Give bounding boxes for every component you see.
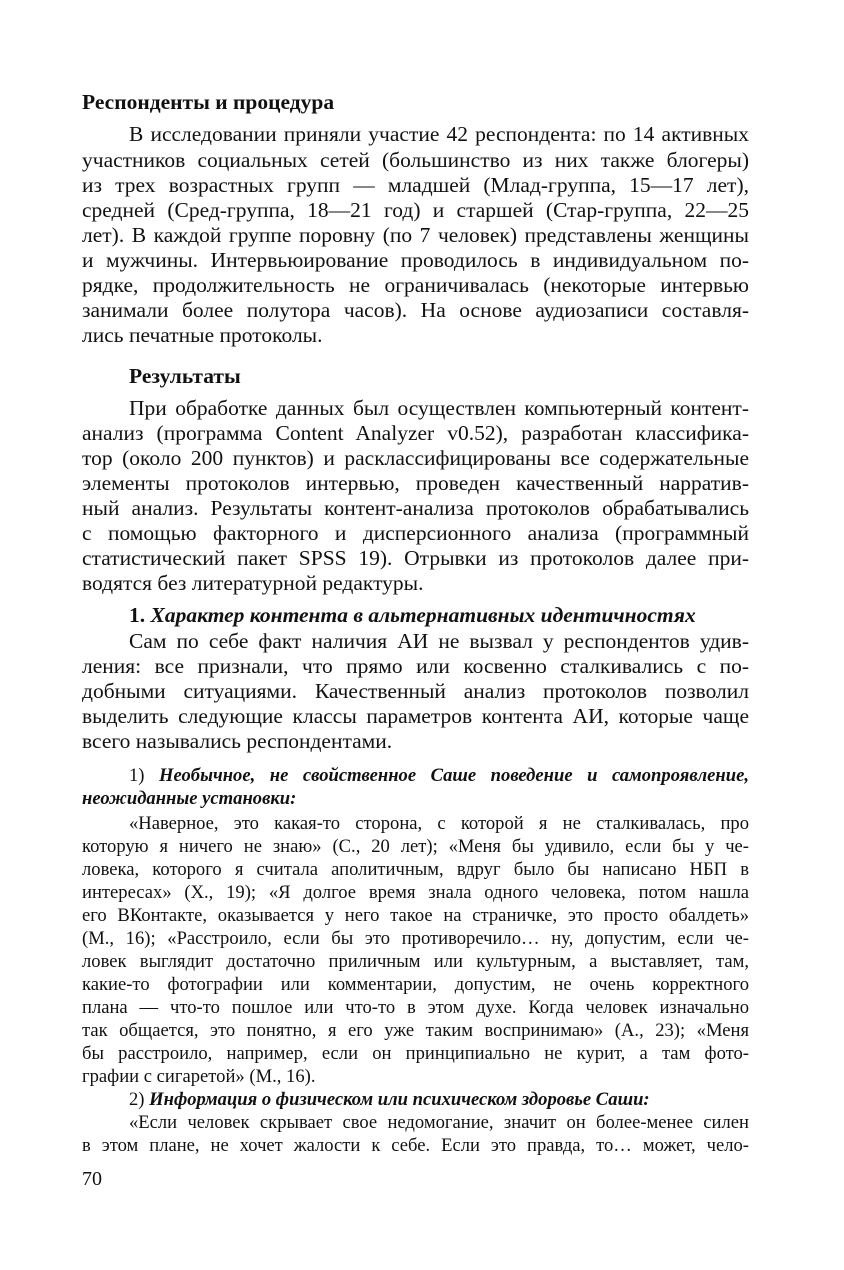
page-number: 70	[82, 1168, 102, 1190]
paragraph-line: ления: все признали, что прямо или косвенно сталкивались с по-	[82, 654, 749, 678]
paragraph-line: и мужчины. Интервьюирование проводилось в индивидуальном по-	[82, 248, 749, 272]
quote-line: «Наверное, это какая-то сторона, с которой я не сталкивалась, про	[129, 813, 749, 834]
quote-line: «Если человек скрывает свое недомогание, значит он более-менее силен	[129, 1112, 749, 1133]
paragraph-line: с помощью факторного и дисперсионного анализа (программный	[82, 521, 749, 545]
subsection-heading-content	[129, 602, 749, 628]
paragraph-line: лись печатные протоколы.	[82, 323, 323, 347]
section-heading-results: Результаты	[129, 364, 241, 388]
quote-line: бы расстроило, например, если он принципиально не курит, а там фото-	[82, 1043, 749, 1064]
paragraph-line: элементы протоколов интервью, проведен качественный нарратив-	[82, 471, 749, 495]
paragraph-line: участников социальных сетей (большинство из них также блогеры)	[82, 148, 749, 172]
quote-line: графии с сигаретой» (М., 16).	[82, 1066, 316, 1087]
list-item-title-text: Необычное, не свойственное Саше поведение и самопроявление,	[159, 765, 749, 786]
paragraph-line: всего назывались респондентами.	[82, 729, 393, 753]
quote-line: (М., 16); «Расстроило, если бы это противоречило… ну, допустим, если че-	[82, 928, 749, 949]
list-item-number: 1)	[129, 765, 145, 786]
paragraph-line: добными ситуациями. Качественный анализ протоколов позволил	[82, 679, 749, 703]
paragraph-line: водятся без литературной редактуры.	[82, 571, 424, 595]
paragraph-line: В исследовании приняли участие 42 респондента: по 14 активных	[129, 122, 749, 146]
list-item-title-continued: неожиданные установки:	[82, 788, 297, 809]
paragraph-line: статистический пакет SPSS 19). Отрывки из протоколов далее при-	[82, 546, 749, 570]
paragraph-line: анализ (программа Content Analyzer v0.52), разработан классифика-	[82, 421, 749, 445]
list-item-title-text: Информация о физическом или психическом здоровье Саши:	[149, 1089, 650, 1110]
section-heading-respondents: Респонденты и процедура	[82, 90, 335, 114]
quote-line: которую я ничего не знаю» (С., 20 лет); «Меня бы удивило, если бы у че-	[82, 836, 749, 857]
list-item-number: 2)	[129, 1089, 145, 1110]
quote-line: плана — что-то пошлое или что-то в этом духе. Когда человек изначально	[82, 997, 749, 1018]
quote-line: ловек выглядит достаточно приличным или культурным, а выставляет, там,	[82, 951, 749, 972]
quote-line: какие-то фотографии или комментарии, допустим, не очень корректного	[82, 974, 749, 995]
quote-line: его ВКонтакте, оказывается у него такое на страничке, это просто обалдеть»	[82, 905, 749, 926]
paragraph-line: занимали более полутора часов). На основе аудиозаписи составля-	[82, 298, 749, 322]
list-item-title	[129, 1088, 749, 1111]
paragraph-line: ный анализ. Результаты контент-анализа протоколов обрабатывались	[82, 496, 749, 520]
paragraph-line: из трех возрастных групп — младшей (Млад-группа, 15—17 лет),	[82, 173, 749, 197]
paragraph-line: выделить следующие классы параметров контента АИ, которые чаще	[82, 704, 749, 728]
quote-line: интересах» (Х., 19); «Я долгое время знала одного человека, потом нашла	[82, 882, 749, 903]
paragraph-line: лет). В каждой группе поровну (по 7 человек) представлены женщины	[82, 223, 749, 247]
quote-line: ловека, которого я считала аполитичным, вдруг было бы написано НБП в	[82, 859, 749, 880]
paragraph-line: При обработке данных был осуществлен компьютерный контент-	[129, 396, 749, 420]
paragraph-line: средней (Сред-группа, 18—21 год) и старшей (Стар-группа, 22—25	[82, 198, 749, 222]
quote-line: в этом плане, не хочет жалости к себе. Если это правда, то… может, чело-	[82, 1135, 749, 1156]
paragraph-line: Сам по себе факт наличия АИ не вызвал у респондентов удив-	[129, 629, 749, 653]
list-item-title	[129, 764, 749, 787]
subsection-title: Характер контента в альтернативных идентичностях	[150, 603, 696, 627]
quote-line: так общается, это понятно, я его уже таким воспринимаю» (А., 23); «Меня	[82, 1020, 749, 1041]
paragraph-line: тор (около 200 пунктов) и расклассифицированы все содержательные	[82, 446, 749, 470]
subsection-number: 1.	[129, 603, 146, 627]
paragraph-line: рядке, продолжительность не ограничивалась (некоторые интервью	[82, 273, 749, 297]
